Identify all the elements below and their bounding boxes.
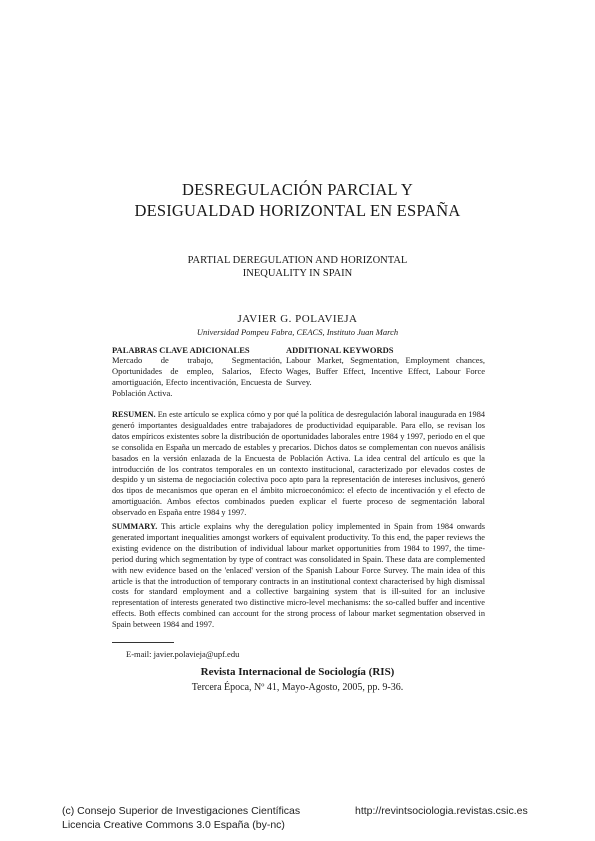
journal-name: Revista Internacional de Sociología (RIS) <box>200 666 395 678</box>
keywords-english-heading: ADDITIONAL KEYWORDS <box>286 345 394 355</box>
resumen-label: RESUMEN. <box>112 410 156 419</box>
english-title-line-2: INEQUALITY IN SPAIN <box>242 268 353 279</box>
keywords-spanish-text: Mercado de trabajo, Segmentación, Oportunidades de empleo, Salarios, Efecto amortiguación, Efecto incentivación, Encuesta de Población Activa. <box>112 355 282 398</box>
footer-license: Licencia Creative Commons 3.0 España (by-nc) <box>62 819 285 831</box>
keywords-english <box>286 345 485 388</box>
keywords-spanish-heading: PALABRAS CLAVE ADICIONALES <box>112 345 250 355</box>
article-title-line-1: DESREGULACIÓN PARCIAL Y <box>181 180 414 199</box>
resumen-text: En este artículo se explica cómo y por qué la política de desregulación laboral inaugurada en 1984 generó importantes desigualdades entre trabajadores de productividad equiparable. Para ello, se revisan los datos empíricos existentes sobre la distribución de oportunidades laborales entre 1984 y 1997, periodo en el que se consolida en España un mercado de estables y precarios. Dichos datos se complementan con nuevos análisis basados en la versión enlazada de la Encuesta de Población Activa. La idea central del artículo es que la introducción de los contratos temporales en un contexto institucional, caracterizado por elevados costes de despido y un sistema de negociación colectiva poco apto para la representación de intereses inclusivos, generó dos tipos de mecanismos que operan en el ámbito microeconómico: el efecto de incentivación y el efecto de amortiguación. Ambos efectos combinados pueden explicar el fuerte proceso de segmentación laboral observado en España entre 1984 y 1997. <box>112 410 485 518</box>
author-name: JAVIER G. POLAVIEJA <box>237 313 358 325</box>
footnote-separator <box>112 642 174 643</box>
article-title-line-2: DESIGUALDAD HORIZONTAL EN ESPAÑA <box>134 201 461 220</box>
summary-paragraph <box>112 522 485 631</box>
author-affiliation: Universidad Pompeu Fabra, CEACS, Instituto Juan March <box>196 327 399 337</box>
resumen-paragraph <box>112 410 485 519</box>
english-title-line-1: PARTIAL DEREGULATION AND HORIZONTAL <box>187 255 408 266</box>
footer-url[interactable]: http://revintsociologia.revistas.csic.es <box>355 805 528 817</box>
footer-copyright: (c) Consejo Superior de Investigaciones Científicas <box>62 805 301 817</box>
summary-label: SUMMARY. <box>112 522 158 531</box>
journal-issue: Tercera Época, Nº 41, Mayo-Agosto, 2005, pp. 9-36. <box>191 682 404 693</box>
summary-text: This article explains why the deregulation policy implemented in Spain from 1984 onwards generated important inequalities amongst workers of equivalent productivity. To this end, the paper reviews the existing evidence on the distribution of individual labour market opportunities from 1984 to 1997, the time-period during which segmentation by type of contract was consolidated in Spain. These data are complemented with new evidence based on the 'enlaced' version of the Spanish Labour Force Survey. The main idea of this article is that the introduction of temporary contracts in an institutional context characterised by high dismissal costs for standard employment and a collective bargaining system that is ill-suited for an inclusive representation of interests generated two distinctive micro-level mechanisms: the so-called buffer and incentive effects. Both effects combined can account for the strong process of labour market segmentation observed in Spain between 1984 and 1997. <box>112 522 485 630</box>
footnote-email: E-mail: javier.polavieja@upf.edu <box>126 649 240 659</box>
keywords-english-text: Labour Market, Segmentation, Employment chances, Wages, Buffer Effect, Incentive Effect, Labour Force Survey. <box>286 355 485 387</box>
keywords-spanish <box>112 345 282 399</box>
